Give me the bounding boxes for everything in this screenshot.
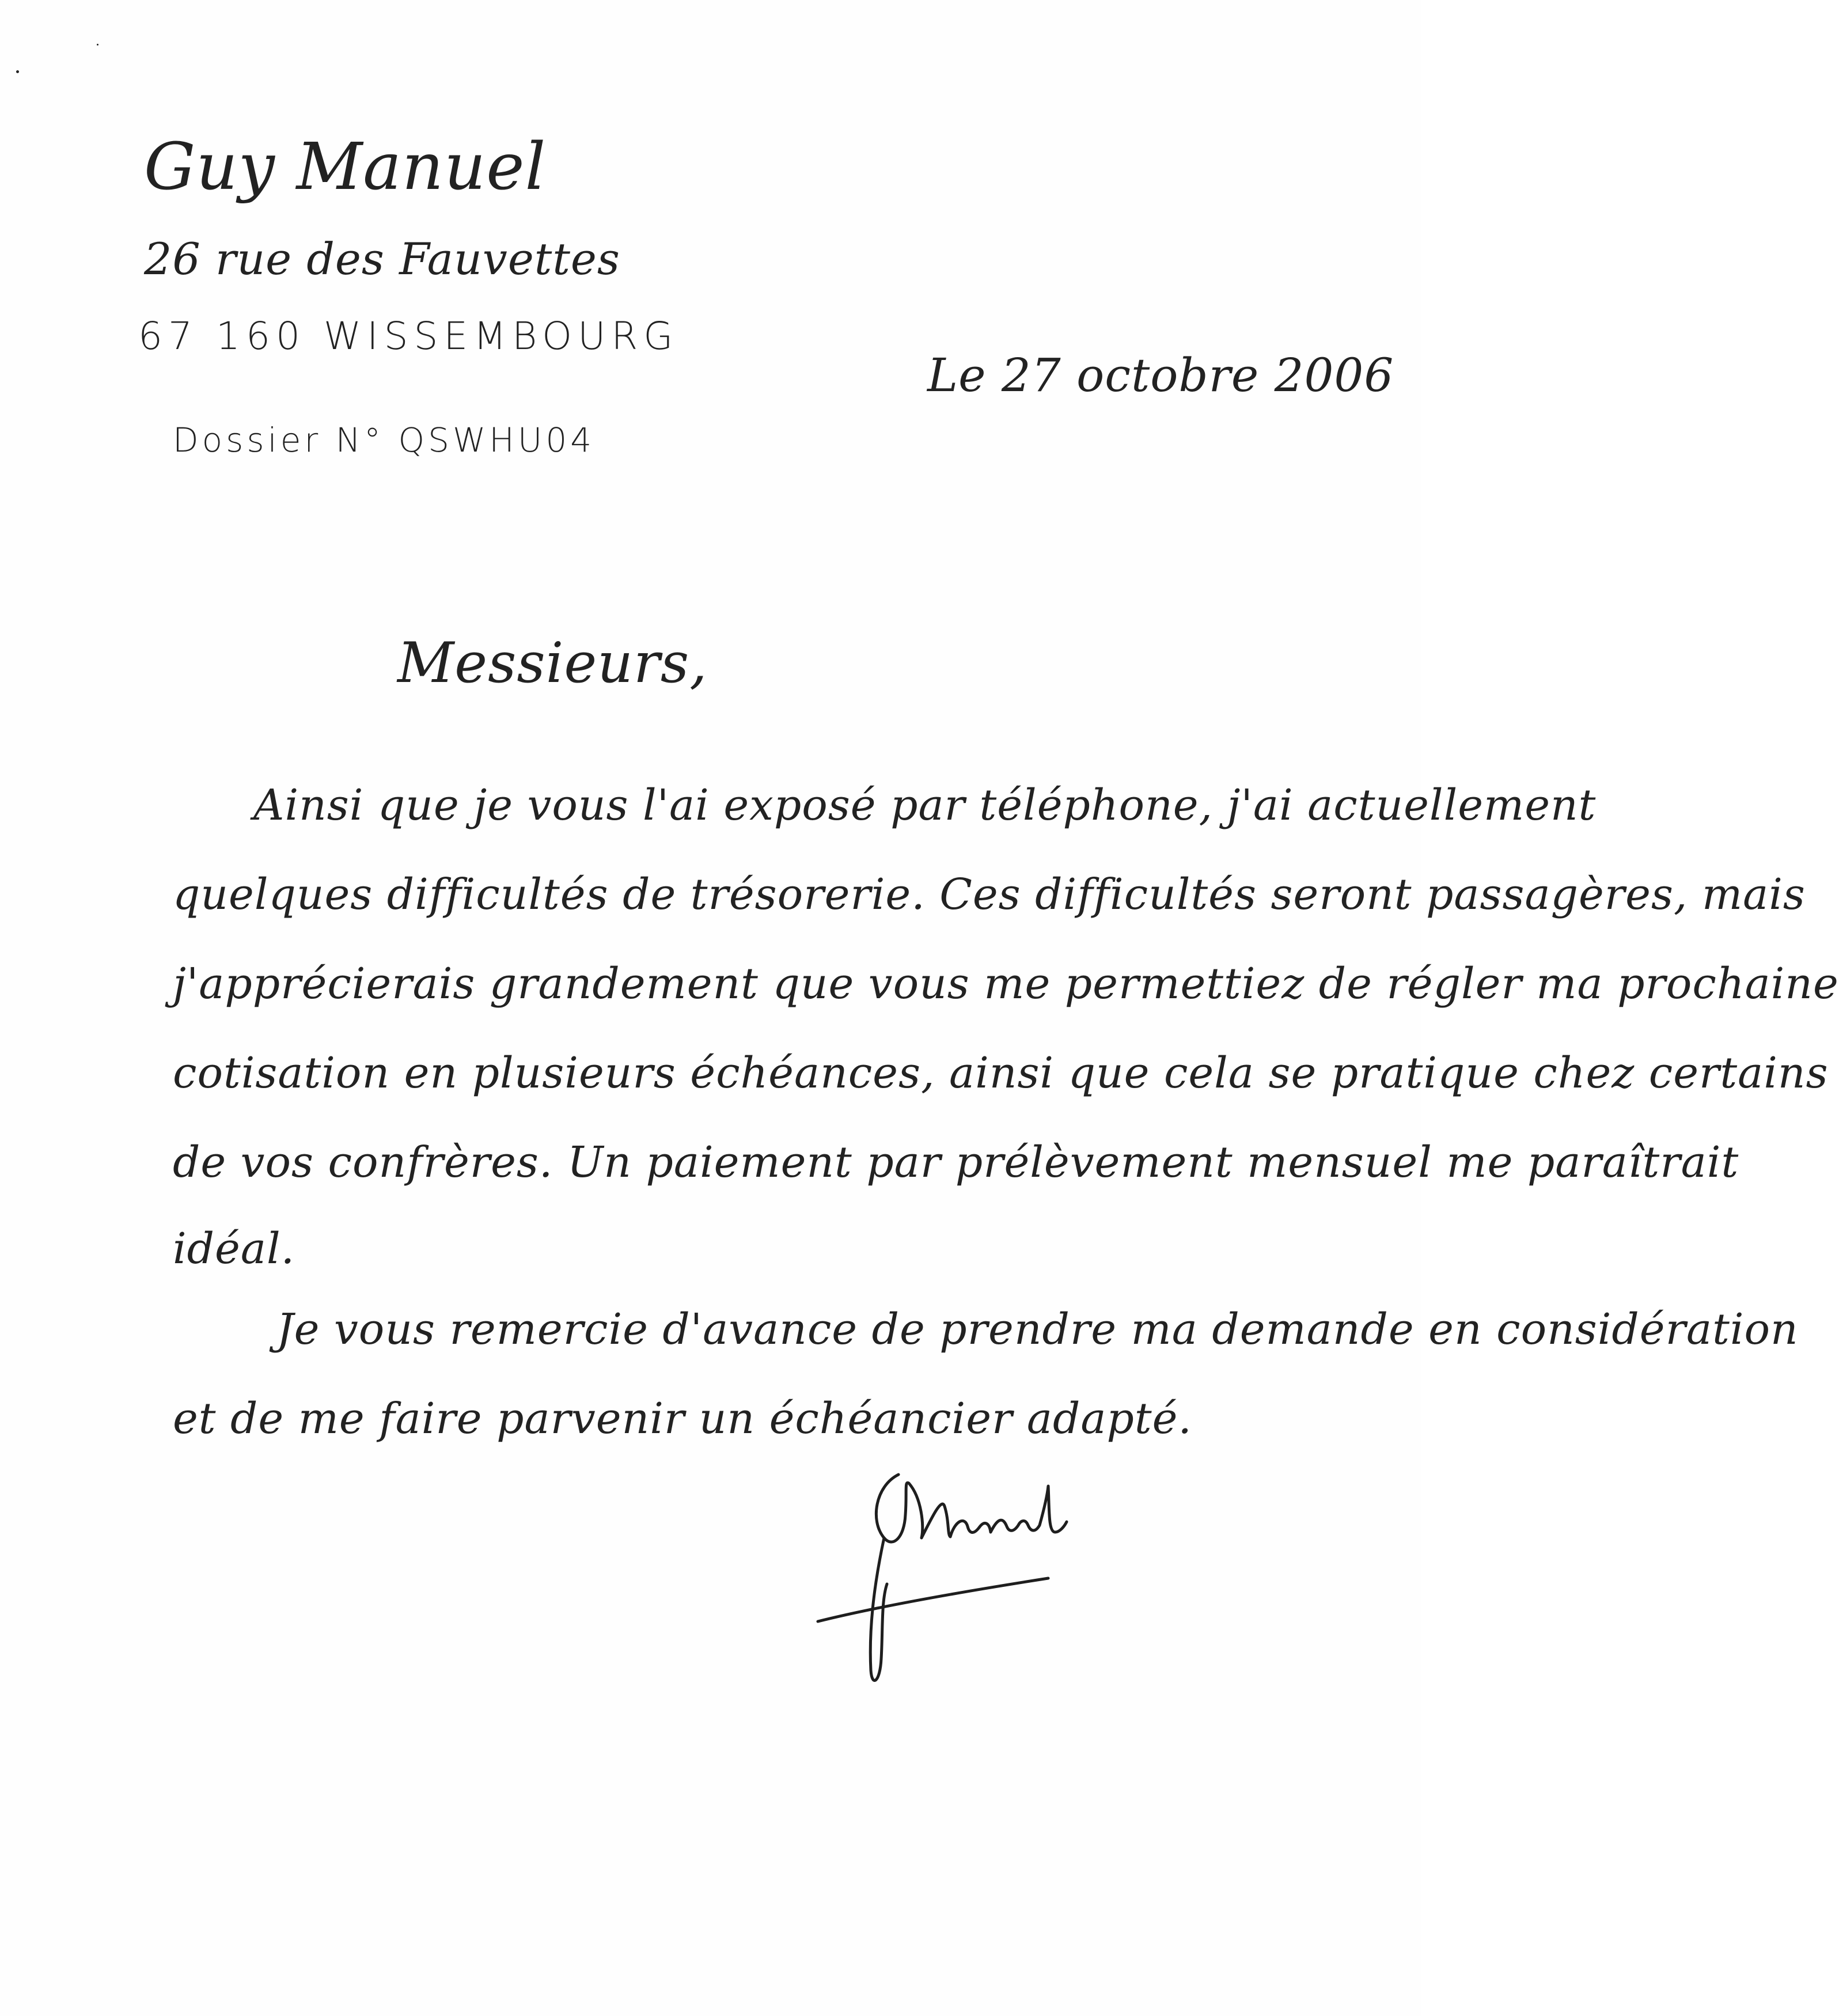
body-line: cotisation en plusieurs échéances, ainsi que cela se pratique chez certains	[173, 1048, 1829, 1098]
body-line: idéal.	[173, 1224, 295, 1274]
body-line: Ainsi que je vous l'ai exposé par téléphone, j'ai actuellement	[253, 780, 1597, 830]
signature-stroke	[876, 1475, 1067, 1542]
body-line: et de me faire parvenir un échéancier adapté.	[173, 1394, 1192, 1443]
sender-street: 26 rue des Fauvettes	[144, 233, 620, 285]
body-line: Je vous remercie d'avance de prendre ma demande en considération	[276, 1305, 1799, 1354]
body-line: j'apprécierais grandement que vous me permettiez de régler ma prochaine	[173, 959, 1839, 1009]
dossier-reference: Dossier N° QSWHU04	[173, 420, 596, 460]
sender-name: Guy Manuel	[144, 130, 547, 204]
signature	[806, 1452, 1094, 1693]
signature-graphic	[806, 1452, 1094, 1693]
body-line: de vos confrères. Un paiement par prélèvement mensuel me paraîtrait	[173, 1138, 1739, 1187]
letter-date: Le 27 octobre 2006	[927, 348, 1394, 402]
scan-speck	[97, 44, 98, 46]
sender-city: 67 160 WISSEMBOURG	[138, 314, 679, 358]
salutation: Messieurs,	[397, 631, 708, 695]
scan-speck	[16, 70, 19, 73]
signature-stroke	[818, 1578, 1048, 1621]
body-line: quelques difficultés de trésorerie. Ces difficultés seront passagères, mais	[173, 870, 1806, 919]
